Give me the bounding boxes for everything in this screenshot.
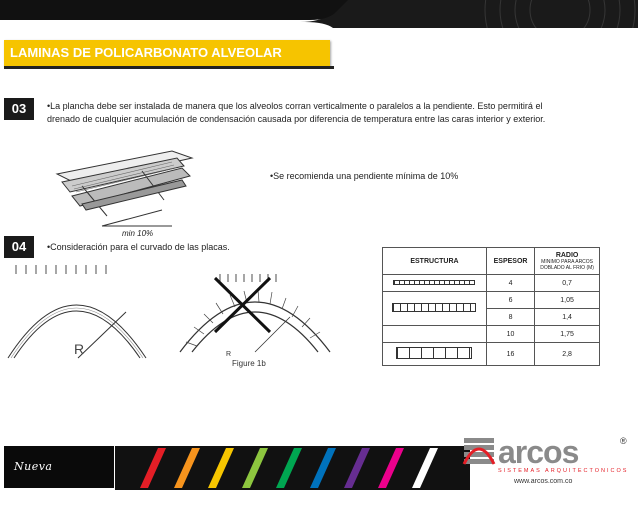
header-structure: ESTRUCTURA	[383, 248, 487, 275]
section-03-text: •La plancha debe ser instalada de manera que los alveolos corran verticalmente o paralelos a la pendiente. Esto permitirá el drenado de cualquier acumulación de condensación causada por diferencia de temperatura entre las caras interior y exterior.	[47, 101, 546, 124]
radius-table	[382, 247, 600, 366]
curved-sheet-figure-right	[170, 272, 340, 377]
thickness-cell: 10	[486, 326, 534, 343]
website: www.arcos.com.co	[514, 478, 573, 485]
page-title: LAMINAS DE POLICARBONATO ALVEOLAR	[4, 40, 330, 66]
table-row	[383, 326, 600, 343]
table-header-row	[383, 248, 600, 275]
radius-label-right: R	[226, 351, 232, 358]
registered-mark: ®	[620, 436, 627, 446]
figure-1b-caption: Figure 1b	[232, 359, 266, 368]
slope-figure	[52, 146, 202, 243]
structure-profile	[383, 326, 487, 343]
header-radius	[535, 248, 600, 275]
header-radius-subtitle: MINIMO PARA ARCOS DOBLADO AL FRIO (M)	[540, 258, 594, 271]
top-decorative-band	[0, 0, 638, 34]
table-row	[383, 275, 600, 292]
structure-profile	[383, 292, 487, 326]
radius-label-left: R	[74, 341, 85, 357]
brand-subtitle: SISTEMAS ARQUITECTONICOS	[498, 468, 629, 474]
header-radius-title: RADIO	[555, 251, 579, 259]
thickness-cell: 8	[486, 309, 534, 326]
structure-profile	[383, 343, 487, 366]
curved-sheet-figure-left	[6, 262, 168, 367]
radius-cell: 1,4	[535, 309, 600, 326]
thickness-cell: 6	[486, 292, 534, 309]
logo-mark-icon	[464, 438, 494, 464]
table-row	[383, 343, 600, 366]
brand-name: arcos	[498, 434, 579, 470]
radius-cell: 2,8	[535, 343, 600, 366]
section-04-text: •Consideración para el curvado de las placas.	[47, 242, 230, 252]
arcos-logo	[462, 430, 632, 482]
radius-cell: 1,05	[535, 292, 600, 309]
section-number-03: 03	[4, 98, 34, 120]
thickness-cell: 16	[486, 343, 534, 366]
section-number-04: 04	[4, 236, 34, 258]
structure-profile	[383, 275, 487, 292]
thickness-cell: 4	[486, 275, 534, 292]
radius-cell: 1,75	[535, 326, 600, 343]
slope-label: min 10%	[122, 229, 154, 238]
title-underline	[4, 66, 334, 69]
table-row	[383, 292, 600, 309]
tagline: Nueva Generación	[4, 446, 114, 488]
radius-cell: 0,7	[535, 275, 600, 292]
header-thickness: ESPESOR	[486, 248, 534, 275]
slope-note: •Se recomienda una pendiente mínima de 10%	[270, 171, 459, 181]
